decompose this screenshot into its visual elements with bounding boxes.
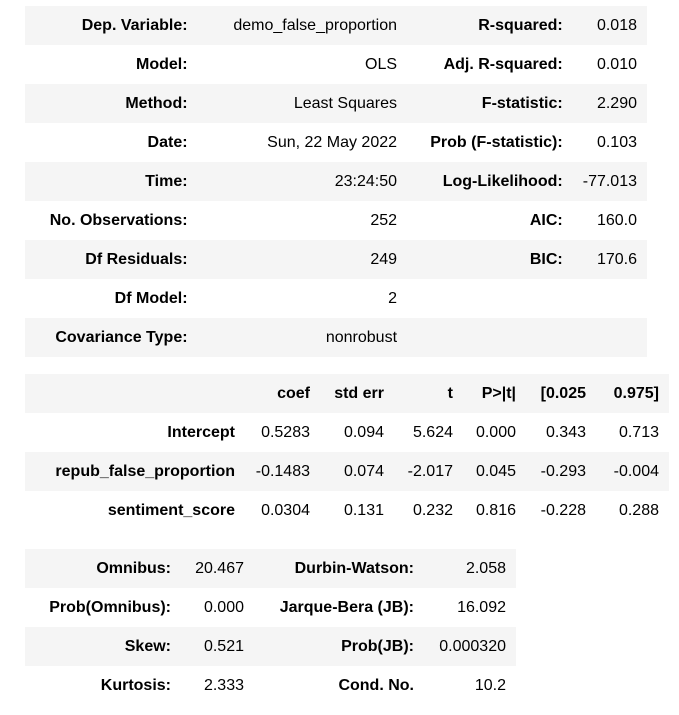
diagnostics-value: 2.058 — [465, 559, 506, 577]
diagnostics-value: 0.000320 — [439, 637, 506, 655]
summary-label: AIC: — [529, 211, 563, 229]
diagnostics-label: Jarque-Bera (JB): — [279, 598, 414, 616]
summary-label: Adj. R-squared: — [443, 55, 563, 73]
coef-header: std err — [334, 384, 384, 402]
summary-label: Df Residuals: — [85, 250, 188, 268]
summary-value: -77.013 — [582, 172, 637, 190]
summary-row — [25, 45, 647, 84]
coef-header-row — [25, 374, 669, 413]
coef-cell: 0.288 — [618, 501, 659, 519]
diagnostics-label: Prob(JB): — [341, 637, 414, 655]
summary-label: Prob (F-statistic): — [430, 133, 563, 151]
diagnostics-label: Durbin-Watson: — [294, 559, 414, 577]
coef-header: [0.025 — [540, 384, 586, 402]
summary-label — [407, 318, 573, 357]
diagnostics-value: 10.2 — [474, 676, 506, 694]
coef-variable-name: sentiment_score — [107, 501, 235, 519]
summary-value: nonrobust — [325, 328, 398, 346]
coef-cell: 0.713 — [618, 423, 659, 441]
coef-header: 0.975] — [613, 384, 659, 402]
coef-header: coef — [277, 384, 310, 402]
summary-value: 23:24:50 — [334, 172, 398, 190]
summary-value: OLS — [365, 55, 398, 73]
diagnostics-value: 20.467 — [195, 559, 244, 577]
coef-header: t — [447, 384, 453, 402]
model-summary-table — [25, 6, 647, 357]
summary-label — [407, 279, 573, 318]
coef-row — [25, 491, 669, 530]
coef-cell: 0.074 — [343, 462, 384, 480]
summary-row — [25, 84, 647, 123]
summary-value: demo_false_proportion — [233, 16, 398, 34]
diagnostics-row — [25, 627, 516, 666]
summary-value: 170.6 — [596, 250, 637, 268]
coef-cell: 0.131 — [343, 501, 384, 519]
summary-value: 2 — [388, 289, 398, 307]
diagnostics-value: 0.521 — [203, 637, 244, 655]
coefficients-table — [25, 374, 669, 530]
diagnostics-value: 16.092 — [457, 598, 506, 616]
coef-header — [25, 374, 247, 413]
summary-row — [25, 240, 647, 279]
summary-label: Model: — [136, 55, 188, 73]
diagnostics-label: Prob(Omnibus): — [49, 598, 171, 616]
diagnostics-label: Cond. No. — [338, 676, 414, 694]
diagnostics-row — [25, 588, 516, 627]
summary-label: Df Model: — [114, 289, 188, 307]
summary-label: Log-Likelihood: — [442, 172, 563, 190]
coef-header: P>|t| — [481, 384, 516, 402]
diagnostics-label: Skew: — [124, 637, 171, 655]
coef-cell: 0.5283 — [261, 423, 310, 441]
coef-cell: -0.1483 — [255, 462, 310, 480]
diagnostics-value: 0.000 — [203, 598, 244, 616]
coef-cell: -0.293 — [540, 462, 586, 480]
summary-row — [25, 279, 647, 318]
summary-value: 0.018 — [596, 16, 637, 34]
coef-row — [25, 413, 669, 452]
coef-cell: 0.343 — [545, 423, 586, 441]
summary-row — [25, 123, 647, 162]
coef-row — [25, 452, 669, 491]
coef-cell: -0.228 — [540, 501, 586, 519]
summary-label: Time: — [145, 172, 188, 190]
summary-label: BIC: — [529, 250, 563, 268]
coef-cell: -2.017 — [407, 462, 453, 480]
summary-value: Sun, 22 May 2022 — [267, 133, 398, 151]
summary-label: Date: — [147, 133, 188, 151]
summary-label: Method: — [125, 94, 188, 112]
diagnostics-value: 2.333 — [203, 676, 244, 694]
coef-cell: 0.232 — [412, 501, 453, 519]
coef-cell: 0.094 — [343, 423, 384, 441]
coef-cell: 0.816 — [475, 501, 516, 519]
summary-label: R-squared: — [478, 16, 563, 34]
summary-value: 0.103 — [596, 133, 637, 151]
diagnostics-table — [25, 549, 516, 705]
summary-value: 249 — [370, 250, 398, 268]
coef-cell: -0.004 — [613, 462, 659, 480]
summary-value: 2.290 — [596, 94, 637, 112]
coef-cell: 0.045 — [475, 462, 516, 480]
summary-label: No. Observations: — [49, 211, 188, 229]
summary-row — [25, 6, 647, 45]
summary-row — [25, 318, 647, 357]
summary-row — [25, 201, 647, 240]
summary-label: F-statistic: — [481, 94, 563, 112]
summary-value: 252 — [370, 211, 398, 229]
coef-cell: 0.0304 — [261, 501, 310, 519]
summary-row — [25, 162, 647, 201]
summary-value: 0.010 — [596, 55, 637, 73]
coef-cell: 5.624 — [412, 423, 453, 441]
summary-value — [573, 318, 647, 357]
coef-cell: 0.000 — [475, 423, 516, 441]
summary-label: Covariance Type: — [55, 328, 188, 346]
summary-value: Least Squares — [293, 94, 398, 112]
diagnostics-row — [25, 549, 516, 588]
summary-value — [573, 279, 647, 318]
diagnostics-row — [25, 666, 516, 705]
diagnostics-label: Kurtosis: — [100, 676, 171, 694]
coef-variable-name: Intercept — [167, 423, 235, 441]
diagnostics-label: Omnibus: — [96, 559, 171, 577]
coef-variable-name: repub_false_proportion — [55, 462, 235, 480]
summary-label: Dep. Variable: — [81, 16, 188, 34]
summary-value: 160.0 — [596, 211, 637, 229]
